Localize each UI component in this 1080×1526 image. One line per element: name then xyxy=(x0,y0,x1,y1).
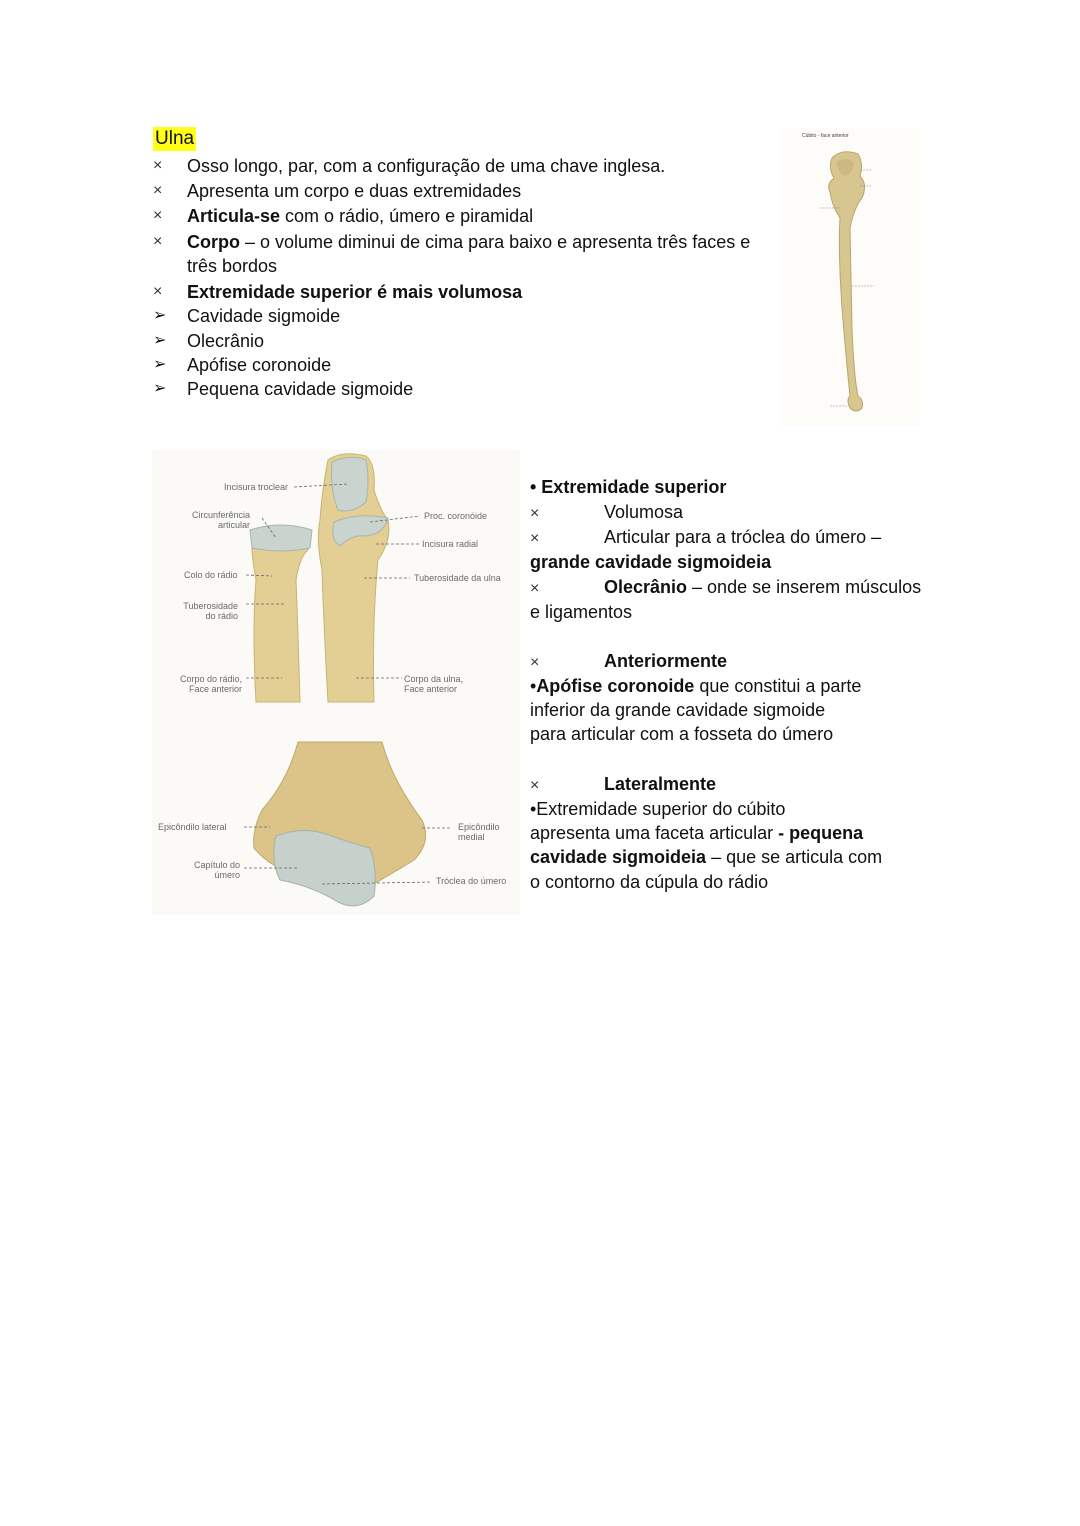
label-tuberosidade-radio: Tuberosidade do rádio xyxy=(183,601,238,621)
section-heading: × Anteriormente xyxy=(530,649,727,676)
cross-bullet-icon: × xyxy=(530,505,540,522)
cross-bullet-icon: × xyxy=(530,580,540,597)
arrow-bullet-icon: ➢ xyxy=(153,307,167,324)
label-epicondilo-medial: Epicôndilo medial xyxy=(458,822,500,842)
figure-caption: Cúbito - face anterior xyxy=(802,133,849,139)
cross-bullet-icon: × xyxy=(153,207,163,224)
label-tuberosidade-ulna: Tuberosidade da ulna xyxy=(414,573,501,583)
page-title: Ulna xyxy=(155,128,195,149)
cross-bullet-icon: × xyxy=(530,777,540,794)
arrow-bullet-icon: ➢ xyxy=(153,332,167,349)
cross-bullet-icon: × xyxy=(530,654,540,671)
label-troclea-umero: Tróclea do úmero xyxy=(436,876,507,886)
ulna-bone-illustration xyxy=(780,128,920,426)
arrow-bullet-icon: ➢ xyxy=(153,380,167,397)
arrow-bullet-icon: ➢ xyxy=(153,356,167,373)
paragraph-line: cavidade sigmoideia – que se articula com xyxy=(530,847,883,867)
section-heading: × Lateralmente xyxy=(530,772,716,799)
ulna-anterior-figure xyxy=(780,128,920,426)
label-incisura-troclear: Incisura troclear xyxy=(224,482,289,492)
label-incisura-radial: Incisura radial xyxy=(422,539,479,549)
cross-bullet-icon: × xyxy=(530,530,540,547)
paragraph-line: •Apófise coronoide que constitui a parte xyxy=(530,676,862,696)
label-capitulo-umero: Capítulo do úmero xyxy=(193,860,240,880)
list-item-continuation: e ligamentos xyxy=(530,602,633,622)
list-item: × Olecrânio – onde se inserem músculos xyxy=(530,575,921,602)
paragraph-line: apresenta uma faceta articular - pequena xyxy=(530,823,864,843)
cross-bullet-icon: × xyxy=(153,233,163,250)
label-circunferencia-articular: Circunferência articular xyxy=(191,510,250,530)
label-epicondilo-lateral: Epicôndilo lateral xyxy=(158,822,227,832)
list-item: × Volumosa xyxy=(530,500,683,527)
paragraph-line: •Extremidade superior do cúbito xyxy=(530,799,786,819)
paragraph-line: inferior da grande cavidade sigmoide xyxy=(530,700,826,720)
section-heading: • Extremidade superior xyxy=(530,477,727,497)
label-corpo-ulna: Corpo da ulna, Face anterior xyxy=(404,674,464,694)
cross-bullet-icon: × xyxy=(153,157,163,174)
elbow-bones-figure xyxy=(152,450,520,915)
cross-bullet-icon: × xyxy=(153,182,163,199)
paragraph-line: o contorno da cúpula do rádio xyxy=(530,872,769,892)
label-colo-radio: Colo do rádio xyxy=(184,570,238,580)
cross-bullet-icon: × xyxy=(153,283,163,300)
paragraph-line: para articular com a fosseta do úmero xyxy=(530,724,834,744)
list-item: × Articular para a tróclea do úmero – xyxy=(530,525,881,552)
label-proc-coronoide: Proc. coronóide xyxy=(424,511,488,521)
bullet-icon: • xyxy=(530,676,537,696)
list-item-continuation: grande cavidade sigmoideia xyxy=(530,552,772,572)
label-corpo-radio: Corpo do rádio, Face anterior xyxy=(179,674,242,694)
